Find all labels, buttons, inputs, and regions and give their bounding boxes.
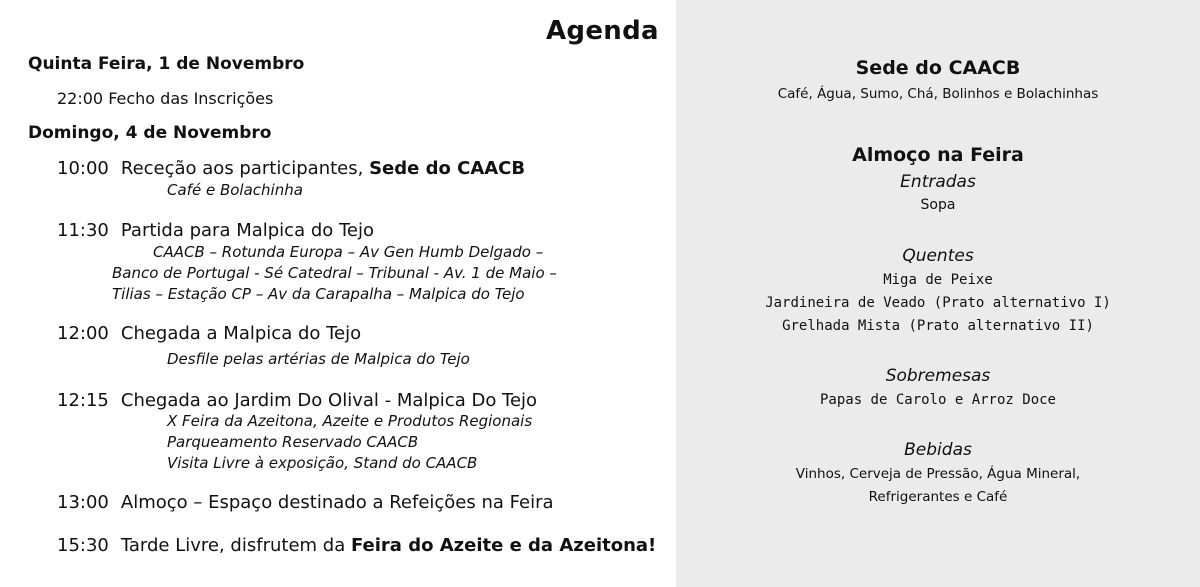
event-1215 [57, 390, 537, 411]
event-time: 12:15 [57, 390, 109, 411]
event-time: 10:00 [57, 158, 109, 179]
event-text: Tarde Livre, disfrutem da [120, 535, 351, 556]
event-detail: Parqueamento Reservado CAACB [167, 433, 419, 451]
agenda-title: Agenda [546, 16, 659, 46]
event-detail: Banco de Portugal - Sé Catedral – Tribunal - Av. 1 de Maio – [112, 264, 557, 282]
event-1530 [57, 535, 656, 556]
event-detail: Desfile pelas artérias de Malpica do Tejo [167, 350, 470, 368]
event-time: 15:30 [57, 535, 109, 556]
event-1130 [57, 220, 374, 241]
menu-item: Jardineira de Veado (Prato alternativo I) [765, 295, 1111, 311]
menu-item: Vinhos, Cerveja de Pressão, Água Mineral, [795, 466, 1081, 482]
sede-items: Café, Água, Sumo, Chá, Bolinhos e Bolachinhas [777, 86, 1099, 102]
event-detail: X Feira da Azeitona, Azeite e Produtos Regionais [167, 412, 533, 430]
menu-item: Refrigerantes e Café [868, 489, 1008, 505]
event-text: Chegada a Malpica do Tejo [120, 323, 362, 344]
event-text: Chegada ao Jardim Do Olival - Malpica Do Tejo [120, 390, 538, 411]
event-text-bold: Sede do CAACB [369, 158, 526, 179]
day1-item: 22:00 Fecho das Inscrições [57, 89, 274, 108]
event-detail: Café e Bolachinha [167, 181, 303, 199]
menu-item: Sopa [920, 197, 956, 213]
event-text-bold: Feira do Azeite e da Azeitona! [350, 535, 657, 556]
event-1300 [57, 492, 554, 513]
sede-title: Sede do CAACB [855, 57, 1021, 79]
day1-heading: Quinta Feira, 1 de Novembro [28, 54, 305, 74]
menu-item: Grelhada Mista (Prato alternativo II) [782, 318, 1094, 334]
event-text: Receção aos participantes, [120, 158, 370, 179]
event-detail: Visita Livre à exposição, Stand do CAACB [167, 454, 478, 472]
event-time: 12:00 [57, 323, 109, 344]
event-detail: Tilias – Estação CP – Av da Carapalha – Malpica do Tejo [112, 285, 525, 303]
entradas-heading: Entradas [900, 172, 976, 192]
event-time: 13:00 [57, 492, 109, 513]
sobremesas-heading: Sobremesas [885, 366, 991, 386]
event-time: 11:30 [57, 220, 109, 241]
event-1200 [57, 323, 361, 344]
event-detail: CAACB – Rotunda Europa – Av Gen Humb Delgado – [153, 243, 544, 261]
day2-heading: Domingo, 4 de Novembro [28, 123, 272, 143]
event-text: Almoço – Espaço destinado a Refeições na Feira [120, 492, 554, 513]
bebidas-heading: Bebidas [904, 440, 972, 460]
menu-item: Papas de Carolo e Arroz Doce [819, 392, 1056, 408]
menu-item: Miga de Peixe [883, 272, 993, 288]
event-text: Partida para Malpica do Tejo [120, 220, 375, 241]
quentes-heading: Quentes [902, 246, 974, 266]
almoco-title: Almoço na Feira [852, 144, 1024, 166]
event-1000 [57, 158, 525, 179]
